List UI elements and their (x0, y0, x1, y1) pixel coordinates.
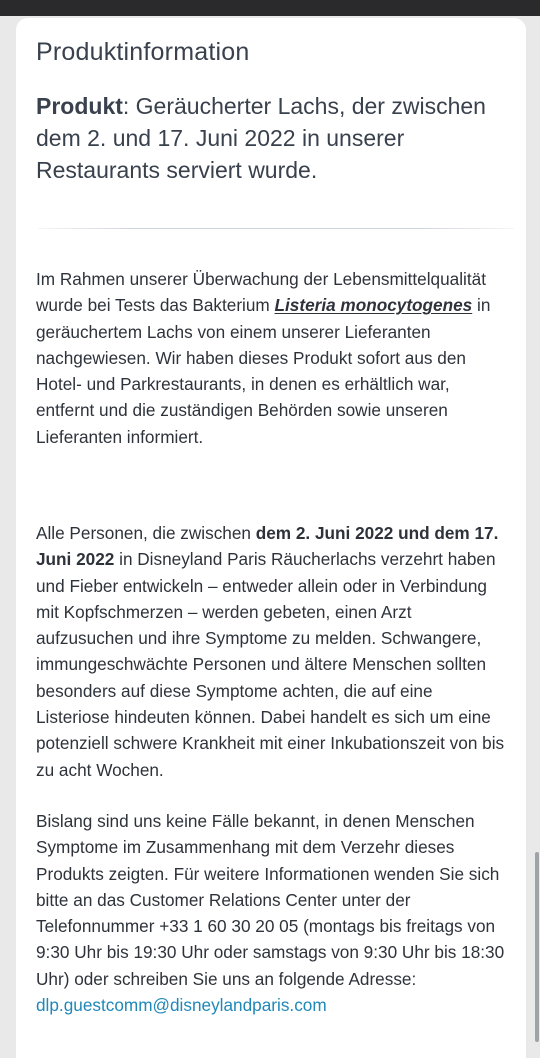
product-description: Geräucherter Lachs, der zwischen dem 2. und 17. Juni 2022 in unserer Restaurants serviert wurde. (36, 93, 486, 183)
date-range: dem 2. Juni 2022 und dem 17. Juni 2022 (36, 523, 499, 570)
top-status-bar (0, 0, 540, 16)
listeria-link[interactable]: Listeria monocytogenes (274, 295, 473, 316)
divider (38, 228, 514, 229)
scrollbar[interactable] (535, 852, 539, 1042)
product-summary (36, 90, 506, 186)
contact-paragraph (36, 808, 510, 1018)
card-title: Produktinformation (36, 38, 250, 66)
product-label-colon: : (122, 93, 130, 119)
paragraph-text: Bislang sind uns keine Fälle bekannt, in denen Menschen Symptome im Zusammenhang mit dem Verzehr dieses Produkts zeigten. Für weitere Informationen wenden Sie sich bitte an das Customer Relations Center unter der Telefonnummer +33 1 60 30 20 05 (montags bis freitags von 9:30 Uhr bis 19:30 Uhr oder samstags von 9:30 Uhr bis 18:30 Uhr) oder schreiben Sie uns an folgende Adresse: (36, 811, 505, 989)
paragraph-text: in geräuchertem Lachs von einem unserer Lieferanten nachgewiesen. Wir haben dieses Produkt sofort aus den Hotel- und Parkrestaurants, in denen es erhältlich war, entfernt und die zuständigen Behörden sowie unseren Lieferanten informiert. (36, 295, 491, 447)
product-label: Produkt (36, 93, 123, 119)
paragraph-text: in Disneyland Paris Räucherlachs verzehrt haben und Fieber entwickeln – entweder allein oder in Verbindung mit Kopfschmerzen – werden gebeten, einen Arzt aufzusuchen und ihre Symptome zu melden. Schwangere, immungeschwächte Personen und ältere Menschen sollten besonders auf diese Symptome achten, die auf eine Listeriose hindeuten können. Dabei handelt es sich um eine potenziell schwere Krankheit mit einer Inkubationszeit von bis zu acht Wochen. (36, 549, 505, 780)
symptoms-paragraph (36, 520, 510, 783)
email-link[interactable]: dlp.guestcomm@disneylandparis.com (36, 995, 327, 1016)
product-info-card (16, 18, 526, 1058)
monitoring-paragraph (36, 266, 510, 450)
paragraph-text: Im Rahmen unserer Überwachung der Lebensmittelqualität wurde bei Tests das Bakterium (36, 269, 486, 316)
paragraph-text: Alle Personen, die zwischen (36, 523, 256, 543)
